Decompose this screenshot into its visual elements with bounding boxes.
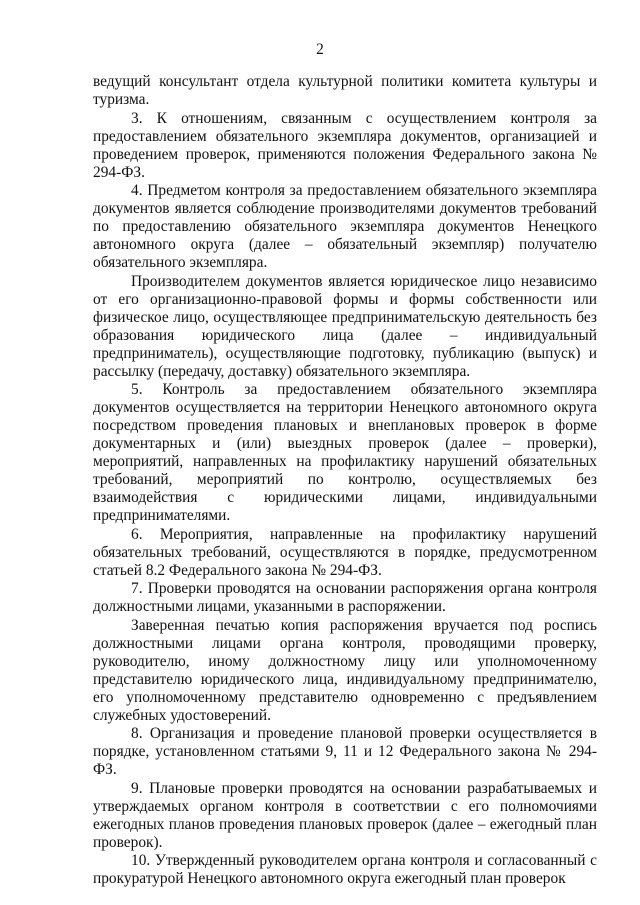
paragraph-clause-7: 7. Проверки проводятся на основании распоряжения органа контроля должностными лицами, указанными в распоряжении. — [93, 580, 597, 615]
paragraph-clause-5: 5. Контроль за предоставлением обязательного экземпляра документов осуществляется на территории Ненецкого автономного округа посредством проведения плановых и внеплановых проверок в форме документарных и (или) выездных проверок (далее – проверки), мероприятий, направленных на профилактику нарушений обязательных требований, мероприятий по контролю, осуществляемых без взаимодействия с юридическими лицами, индивидуальными предпринимателями. — [93, 381, 597, 524]
paragraph-clause-4: 4. Предметом контроля за предоставлением обязательного экземпляра документов является соблюдение производителями документов требований по предоставлению обязательного экземпляра документов Ненецкого автономного округа (далее – обязательный экземпляр) получателю обязательного экземпляра. — [93, 182, 597, 271]
paragraph-clause-6: 6. Мероприятия, направленные на профилактику нарушений обязательных требований, осуществляются в порядке, предусмотренном статьей 8.2 Федерального закона № 294-ФЗ. — [93, 525, 597, 579]
document-body — [93, 73, 597, 888]
paragraph-clause-10: 10. Утвержденный руководителем органа контроля и согласованный с прокуратурой Ненецкого автономного округа ежегодный план проверок — [93, 852, 597, 887]
page-number: 2 — [316, 41, 324, 58]
paragraph-continuation: ведущий консультант отдела культурной политики комитета культуры и туризма. — [93, 73, 597, 108]
paragraph-clause-3: 3. К отношениям, связанным с осуществлением контроля за предоставлением обязательного экземпляра документов, организацией и проведением проверок, применяются положения Федерального закона № 294-ФЗ. — [93, 109, 597, 181]
paragraph-certified-copy: Заверенная печатью копия распоряжения вручается под роспись должностными лицами органа контроля, проводящими проверку, руководителю, иному должностному лицу или уполномоченному представителю юридического лица, индивидуальному предпринимателю, его уполномоченному представителю одновременно с предъявлением служебных удостоверений. — [93, 616, 597, 724]
paragraph-clause-9: 9. Плановые проверки проводятся на основании разрабатываемых и утверждаемых органом контроля в соответствии с его полномочиями ежегодных планов проведения плановых проверок (далее – ежегодный план проверок). — [93, 779, 597, 851]
paragraph-producer-definition: Производителем документов является юридическое лицо независимо от его организационно-правовой формы и формы собственности или физическое лицо, осуществляющее предпринимательскую деятельность без образования юридического лица (далее – индивидуальный предприниматель), осуществляющие подготовку, публикацию (выпуск) и рассылку (передачу, доставку) обязательного экземпляра. — [93, 272, 597, 380]
paragraph-clause-8: 8. Организация и проведение плановой проверки осуществляется в порядке, установленном статьями 9, 11 и 12 Федерального закона № 294-ФЗ. — [93, 725, 597, 778]
